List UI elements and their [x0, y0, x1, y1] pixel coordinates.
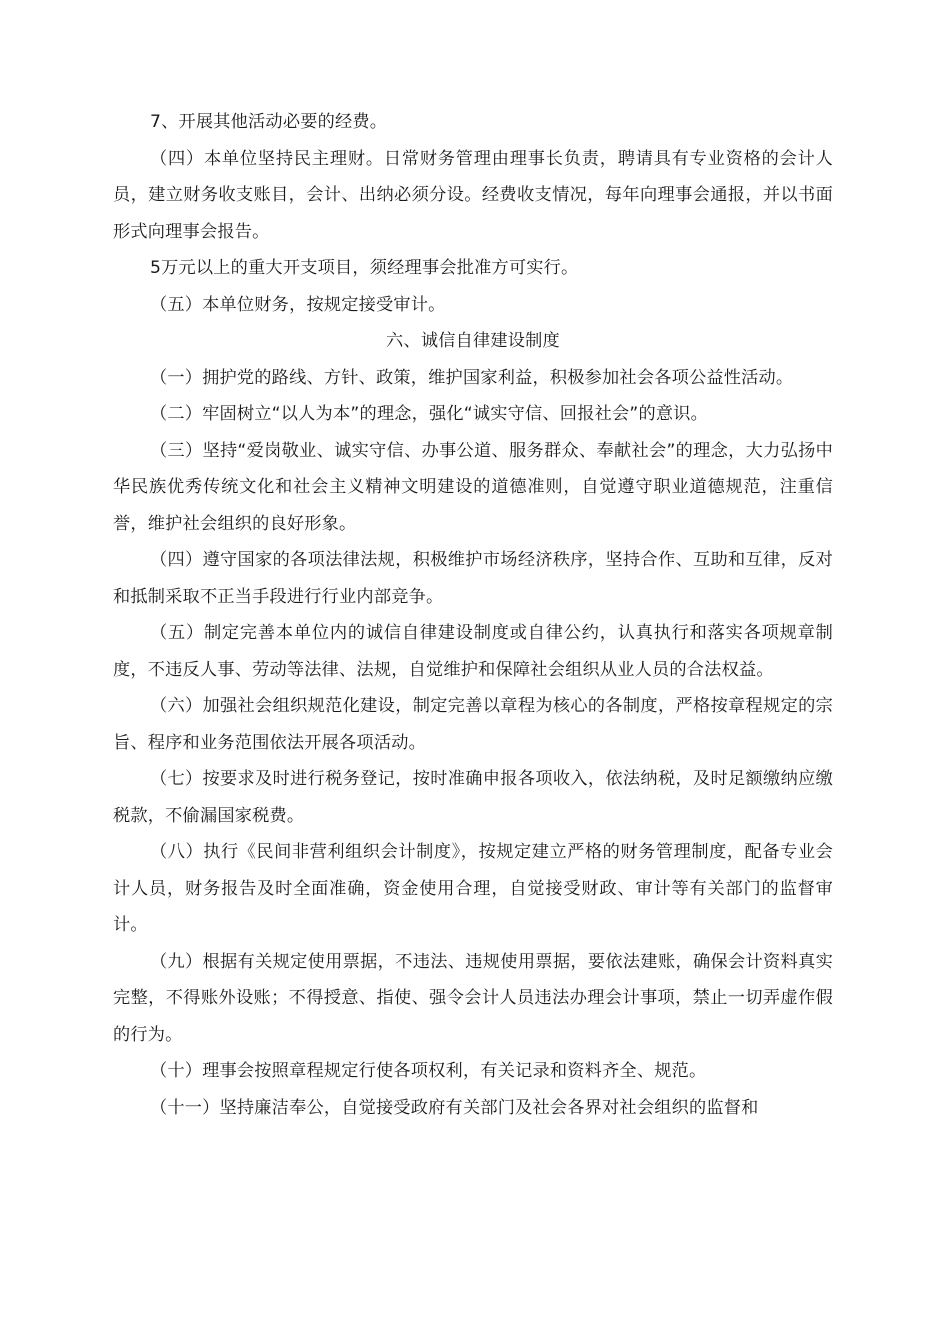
paragraph-financial-democracy: （四）本单位坚持民主理财。日常财务管理由理事长负责，聘请具有专业资格的会计人员，建立财务收支账目，会计、出纳必须分设。经费收支情况，每年向理事会通报，并以书面形式向理事会报告。	[113, 148, 833, 242]
paragraph-major-expense: 5万元以上的重大开支项目，须经理事会批准方可实行。	[149, 258, 579, 278]
paragraph-item-1: （一）拥护党的路线、方针、政策，维护国家利益，积极参加社会各项公益性活动。	[149, 367, 794, 388]
paragraph-item-7-tax: （七）按要求及时进行税务登记，按时准确申报各项收入，依法纳税，及时足额缴纳应缴税款，不偷漏国家税费。	[113, 769, 833, 826]
paragraph-item-2: （二）牢固树立“以人为本”的理念，强化“诚实守信、回报社会”的意识。	[149, 404, 709, 424]
paragraph-item-9: （九）根据有关规定使用票据，不违法、违规使用票据，要依法建账，确保会计资料真实完整，不得账外设账；不得授意、指使、强令会计人员违法办理会计事项，禁止一切弄虚作假的行为。	[113, 951, 833, 1045]
paragraph-item-5: （五）制定完善本单位内的诚信自律建设制度或自律公约，认真执行和落实各项规章制度，不违反人事、劳动等法律、法规，自觉维护和保障社会组织从业人员的合法权益。	[113, 623, 833, 680]
paragraph-item-10: （十）理事会按照章程规定行使各项权利，有关记录和资料齐全、规范。	[149, 1061, 707, 1081]
paragraph-item-8: （八）执行《民间非营利组织会计制度》，按规定建立严格的财务管理制度，配备专业会计人员，财务报告及时全面准确，资金使用合理，自觉接受财政、审计等有关部门的监督审计。	[113, 842, 833, 935]
paragraph-item-7: 7、开展其他活动必要的经费。	[149, 112, 388, 132]
paragraph-audit: （五）本单位财务，按规定接受审计。	[149, 294, 446, 315]
paragraph-item-3: （三）坚持“爱岗敬业、诚实守信、办事公道、服务群众、奉献社会”的理念，大力弘扬中华民族优秀传统文化和社会主义精神文明建设的道德准则，自觉遵守职业道德规范，注重信誉，维护社会组织的良好形象。	[113, 440, 833, 534]
section-heading: 六、诚信自律建设制度	[386, 331, 560, 351]
paragraph-item-4: （四）遵守国家的各项法律法规，积极维护市场经济秩序，坚持合作、互助和互律，反对和抵制采取不正当手段进行行业内部竞争。	[113, 550, 833, 607]
paragraph-item-11: （十一）坚持廉洁奉公，自觉接受政府有关部门及社会各界对社会组织的监督和	[149, 1097, 759, 1118]
paragraph-item-6: （六）加强社会组织规范化建设，制定完善以章程为核心的各制度，严格按章程规定的宗旨、程序和业务范围依法开展各项活动。	[113, 696, 833, 753]
document-body	[113, 104, 833, 1126]
